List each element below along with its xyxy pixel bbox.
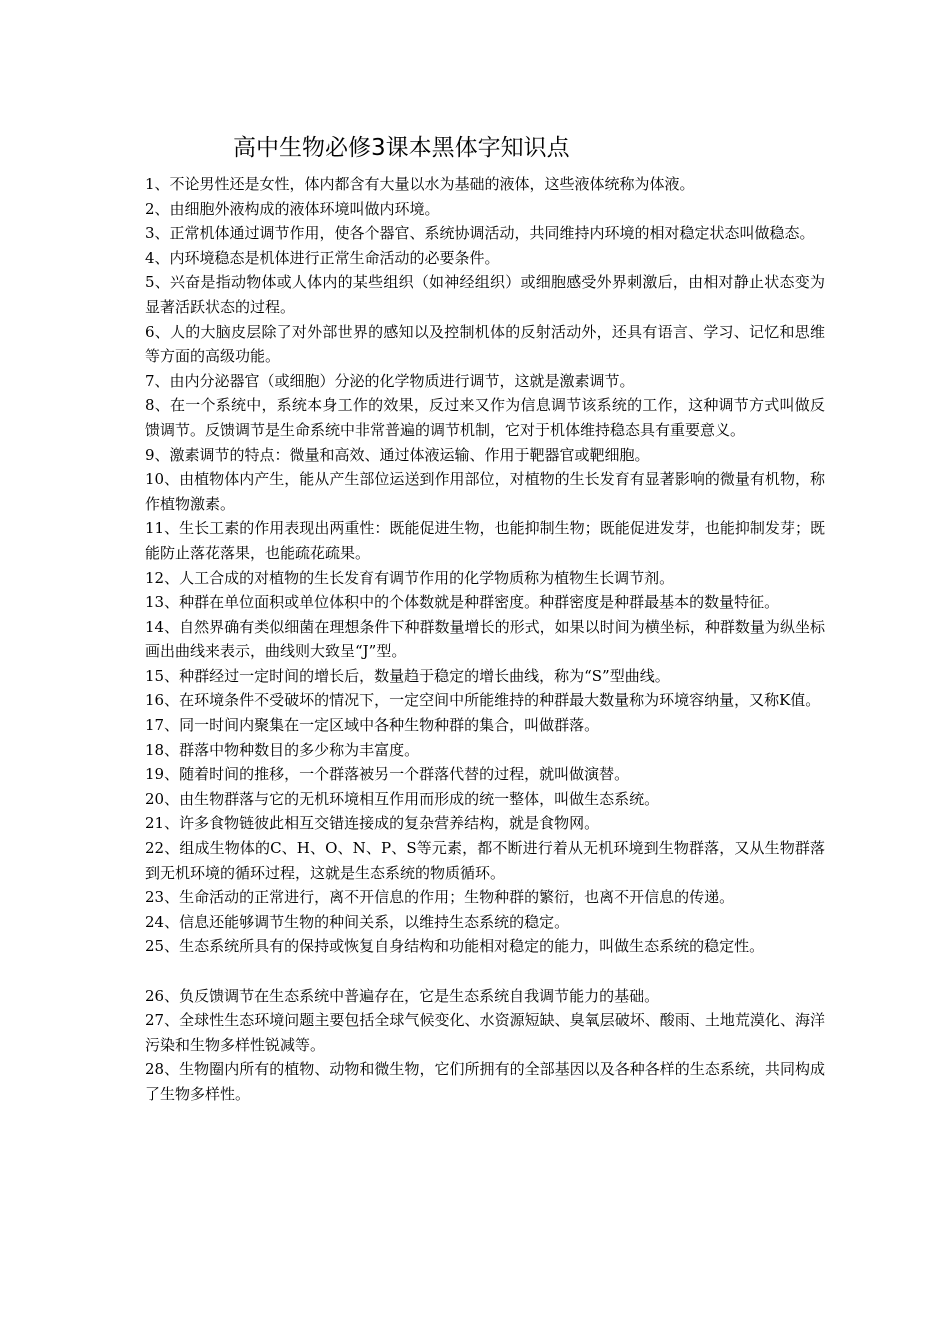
blank-line: [145, 959, 825, 984]
knowledge-point: 13、种群在单位面积或单位体积中的个体数就是种群密度。种群密度是种群最基本的数量特征。: [145, 593, 780, 612]
document-title: 高中生物必修3课本黑体字知识点: [233, 135, 570, 161]
knowledge-point: 18、群落中物种数目的多少称为丰富度。: [145, 740, 420, 759]
knowledge-point: 10、由植物体内产生，能从产生部位运送到作用部位，对植物的生长发育有显著影响的微量有机物，称作植物激素。: [145, 470, 825, 513]
knowledge-point: 27、全球性生态环境问题主要包括全球气候变化、水资源短缺、臭氧层破坏、酸雨、土地荒漠化、海洋污染和生物多样性锐减等。: [145, 1011, 825, 1054]
knowledge-point: 14、自然界确有类似细菌在理想条件下种群数量增长的形式，如果以时间为横坐标，种群数量为纵坐标画出曲线来表示，曲线则大致呈“J”型。: [145, 617, 825, 661]
knowledge-point: 11、生长工素的作用表现出两重性：既能促进生物，也能抑制生物；既能促进发芽，也能抑制发芽；既能防止落花落果，也能疏花疏果。: [145, 519, 825, 562]
knowledge-point: 25、生态系统所具有的保持或恢复自身结构和功能相对稳定的能力，叫做生态系统的稳定性。: [145, 937, 765, 956]
knowledge-point: 15、种群经过一定时间的增长后，数量趋于稳定的增长曲线，称为“S”型曲线。: [145, 666, 670, 685]
knowledge-point: 4、内环境稳态是机体进行正常生命活动的必要条件。: [145, 248, 500, 267]
knowledge-point: 7、由内分泌器官（或细胞）分泌的化学物质进行调节，这就是激素调节。: [145, 371, 635, 390]
knowledge-point: 23、生命活动的正常进行，离不开信息的作用；生物种群的繁衍，也离不开信息的传递。: [145, 888, 735, 907]
knowledge-point-list: [145, 172, 825, 1107]
knowledge-point: 9、激素调节的特点：微量和高效、通过体液运输、作用于靶器官或靶细胞。: [145, 445, 650, 464]
knowledge-point: 8、在一个系统中，系统本身工作的效果，反过来又作为信息调节该系统的工作，这种调节方式叫做反馈调节。反馈调节是生命系统中非常普遍的调节机制，它对于机体维持稳态具有重要意义。: [145, 396, 825, 439]
knowledge-point: 5、兴奋是指动物体或人体内的某些组织（如神经组织）或细胞感受外界刺激后，由相对静止状态变为显著活跃状态的过程。: [145, 273, 825, 316]
knowledge-point: 6、人的大脑皮层除了对外部世界的感知以及控制机体的反射活动外，还具有语言、学习、记忆和思维等方面的高级功能。: [145, 322, 825, 366]
knowledge-point: 12、人工合成的对植物的生长发育有调节作用的化学物质称为植物生长调节剂。: [145, 568, 675, 587]
knowledge-point: 26、负反馈调节在生态系统中普遍存在，它是生态系统自我调节能力的基础。: [145, 986, 660, 1005]
knowledge-point: 21、许多食物链彼此相互交错连接成的复杂营养结构，就是食物网。: [145, 814, 600, 833]
knowledge-point: 17、同一时间内聚集在一定区域中各种生物种群的集合，叫做群落。: [145, 716, 600, 735]
knowledge-point: 16、在环境条件不受破坏的情况下，一定空间中所能维持的种群最大数量称为环境容纳量，又称K值。: [145, 691, 821, 710]
knowledge-point: 2、由细胞外液构成的液体环境叫做内环境。: [145, 199, 440, 218]
knowledge-point: 24、信息还能够调节生物的种间关系，以维持生态系统的稳定。: [145, 912, 570, 931]
knowledge-point: 22、组成生物体的C、H、O、N、P、S等元素，都不断进行着从无机环境到生物群落，又从生物群落到无机环境的循环过程，这就是生态系统的物质循环。: [145, 839, 825, 882]
knowledge-point: 19、随着时间的推移，一个群落被另一个群落代替的过程，就叫做演替。: [145, 765, 630, 784]
knowledge-point: 20、由生物群落与它的无机环境相互作用而形成的统一整体，叫做生态系统。: [145, 789, 660, 808]
knowledge-point: 3、正常机体通过调节作用，使各个器官、系统协调活动，共同维持内环境的相对稳定状态叫做稳态。: [145, 224, 815, 243]
knowledge-point: 28、生物圈内所有的植物、动物和微生物，它们所拥有的全部基因以及各种各样的生态系统，共同构成了生物多样性。: [145, 1060, 825, 1103]
knowledge-point: 1、不论男性还是女性，体内都含有大量以水为基础的液体，这些液体统称为体液。: [145, 175, 695, 193]
